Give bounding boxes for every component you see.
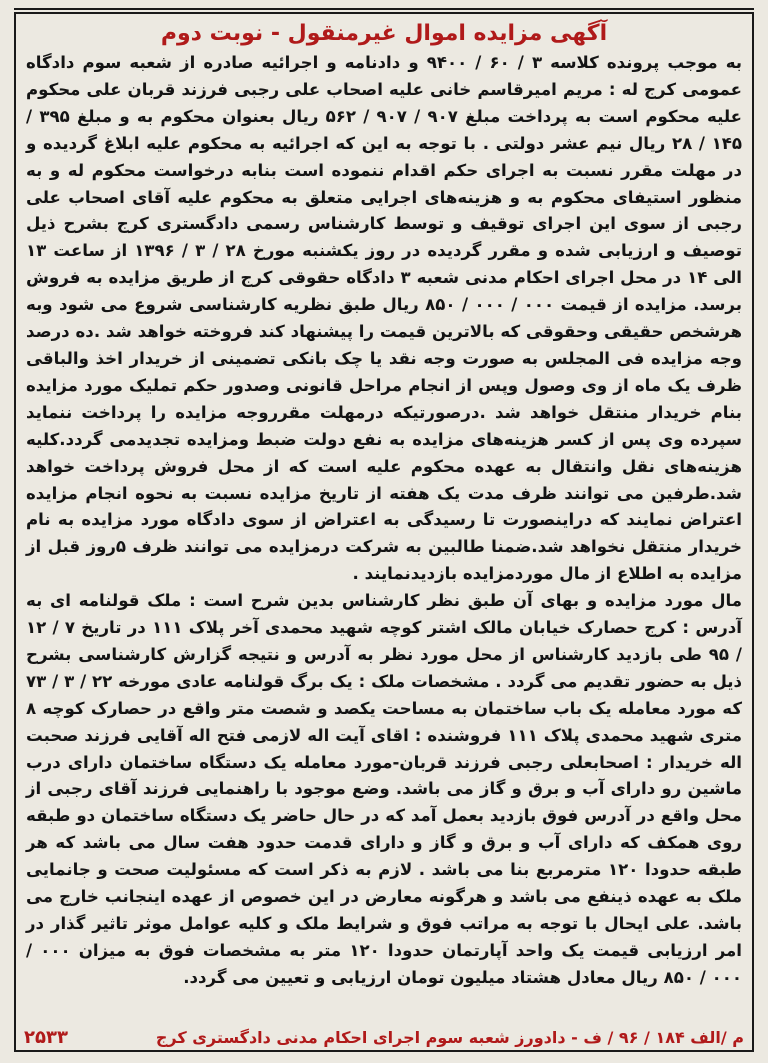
top-border-strip bbox=[14, 0, 754, 10]
paragraph-property-description: مال مورد مزایده و بهای آن طبق نظر کارشناس بدین شرح است : ملک قولنامه ای به آدرس : کرج حصارک خیابان مالک اشتر کوچه شهید محمدی آخر پلاک ۱۱۱ در تاریخ ۷ / ۱۲ / ۹۵ طی بازدید کارشناس از محل مورد نظر به آدرس و نتیجه گزارش کارشناسی بشرح ذیل به حضور تقدیم می گردد . مشخصات ملک : یک برگ قولنامه عادی مورخه ۲۲ / ۳ / ۷۳ که مورد معامله یک باب ساختمان به مساحت یکصد و شصت متر واقع در حصارک کوچه ۸ متری شهید محمدی پلاک ۱۱۱ فروشنده : اقای آیت اله لازمی فتح اله آقایی فرزند صحبت اله خریدار : اصحابعلی رجبی فرزند قربان-مورد معامله یک دستگاه ساختمان دارای درب ماشین رو دارای آب و برق و گاز می باشد. وضع موجود با راهنمایی فرزند آقای رجبی از محل واقع در آدرس فوق بازدید بعمل آمد که در حال حاضر یک دستگاه ساختمان دو طبقه روی همکف که دارای آب و برق و گاز و دارای قدمت حدود هفت سال می باشد که هر طبقه حدودا ۱۲۰ مترمربع بنا می باشد . لازم به ذکر است که مسئولیت صحت و جانمایی ملک به عهده ذینفع می باشد و هرگونه معارض در این خصوص از عهده اینجانب خارج می باشد. علی ایحال با توجه به مراتب فوق و شرایط ملک و کلیه عوامل موثر تاثیر گذار در امر ارزیابی قیمت یک واحد آپارتمان حدودا ۱۲۰ متر به مشخصات فوق به میزان ۰۰۰ / ۰۰۰ / ۸۵۰ ریال معادل هشتاد میلیون تومان ارزیابی و تعیین می گردد. bbox=[26, 591, 743, 987]
footer-reference: م /الف ۱۸۴ / ۹۶ / ف - دادورز شعبه سوم اجرای احکام مدنی دادگستری کرج bbox=[155, 1028, 744, 1047]
ad-footer bbox=[24, 1023, 744, 1053]
ad-body bbox=[26, 50, 742, 992]
footer-code: ۲۵۳۳ bbox=[24, 1027, 68, 1048]
ad-title: آگهی مزایده اموال غیرمنقول - نوبت دوم bbox=[160, 21, 608, 46]
paragraph-auction-terms: به موجب پرونده کلاسه ۳ / ۶۰ / ۹۴۰۰ و دادنامه و اجرائیه صادره از شعبه سوم دادگاه عمومی کرج له : مریم امیرقاسم خانی علیه اصحاب علی رجبی فرزند قربان علی محکوم علیه محکوم است به پرداخت مبلغ ۹۰۷ / ۹۰۷ / ۵۶۲ ریال بعنوان محکوم به و مبلغ ۳۹۵ / ۱۴۵ / ۲۸ ریال نیم عشر دولتی . با توجه به این که اجرائیه به محکوم علیه ابلاغ گردیده و در مهلت مقرر نسبت به اجرای حکم اقدام ننموده است بنابه درخواست محکوم له و به منظور استیفای محکوم به و هزینه‌های اجرایی متعلق به محکوم علیه آقای اصحاب علی رجبی از سوی این اجرای توقیف و توسط کارشناس رسمی دادگستری کرج بشرح ذیل توصیف و ارزیابی شده و مقرر گردیده در روز یکشنبه مورخ ۲۸ / ۳ / ۱۳۹۶ از ساعت ۱۳ الی ۱۴ در محل اجرای احکام مدنی شعبه ۳ دادگاه حقوقی کرج از طریق مزایده به فروش برسد. مزایده از قیمت ۰۰۰ / ۰۰۰ / ۸۵۰ ریال طبق نظریه کارشناسی شروع می شود وبه هرشخص حقیقی وحقوقی که بالاترین قیمت را پیشنهاد کند فروخته خواهد شد .ده درصد وجه مزایده فی المجلس به صورت وجه نقد یا چک بانکی تضمینی از خریدار اخذ والباقی ظرف یک ماه از وی وصول وپس از انجام مراحل قانونی وصدور حکم تملیک مورد مزایده بنام خریدار منتقل خواهد شد .درصورتیکه درمهلت مقرروجه مزایده را پرداخت ننماید سپرده وی پس از کسر هزینه‌های مزایده به نفع دولت ضبط ومزایده تجدیدمی گردد.کلیه هزینه‌های نقل وانتقال به عهده محکوم علیه است که از محل فروش پرداخت خواهد شد.طرفین می توانند ظرف مدت یک هفته از تاریخ مزایده نسبت به نحوه انجام مزایده اعتراض نمایند که دراینصورت تا رسیدگی به اعتراض از سوی دادگاه مورد مزایده به نام خریدار منتقل نخواهد شد.ضمنا طالبین به شرکت درمزایده می توانند ظرف ۵روز قبل از مزایده به اطلاع از مال موردمزایده بازدیدنمایند . bbox=[26, 53, 743, 584]
